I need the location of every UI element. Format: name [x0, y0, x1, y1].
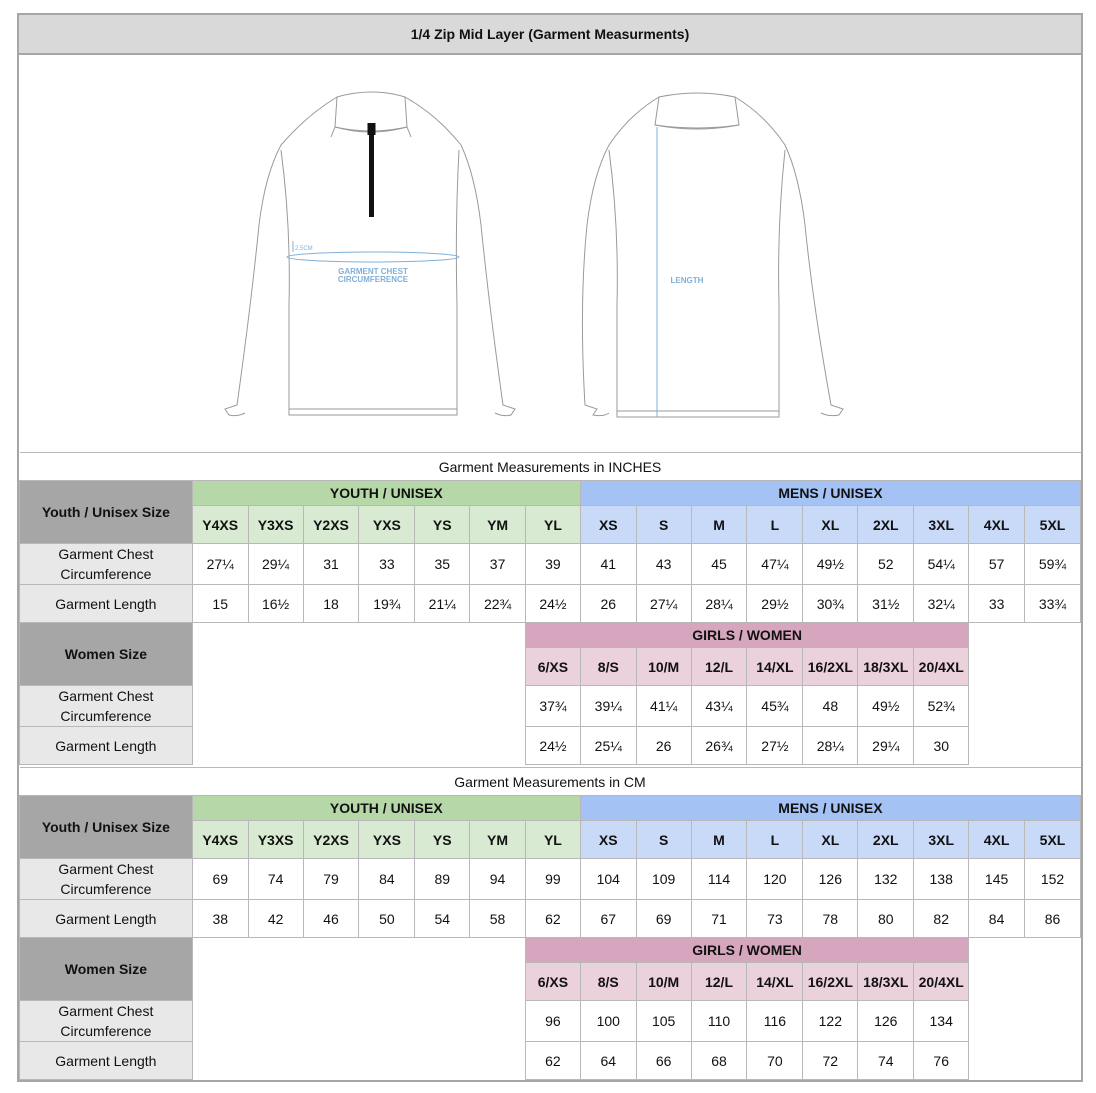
size-header-cell: 3XL [914, 821, 969, 859]
value-cell: 31 [303, 544, 359, 585]
chest-label-line-2: CIRCUMFERENCE [337, 275, 409, 284]
value-cell: 152 [1025, 859, 1081, 900]
value-cell: 74 [248, 859, 303, 900]
chest-label-line-1: GARMENT CHEST [338, 267, 408, 276]
value-cell: 39¼ [580, 686, 636, 727]
back-garment-drawing [582, 93, 843, 417]
front-zipper [369, 123, 374, 217]
inches-size-table [19, 452, 1081, 765]
size-header-cell: M [691, 821, 747, 859]
size-header-cell: YM [470, 821, 526, 859]
size-chart-sheet [17, 13, 1083, 1082]
cm-size-table [19, 767, 1081, 1080]
garment-illustration [19, 55, 1081, 452]
value-cell: 48 [803, 686, 858, 727]
value-cell: 79 [303, 859, 359, 900]
value-cell: 71 [691, 900, 747, 938]
size-header-cell: 12/L [691, 963, 747, 1001]
value-cell: 37¾ [526, 686, 581, 727]
value-cell: 16½ [248, 585, 303, 623]
value-cell: 89 [415, 859, 470, 900]
value-cell: 126 [858, 1001, 914, 1042]
empty-area [192, 623, 525, 765]
women-size-row-header: Women Size [20, 623, 193, 686]
size-header-cell: 10/M [636, 648, 691, 686]
value-cell: 57 [969, 544, 1025, 585]
value-cell: 67 [580, 900, 636, 938]
value-cell: 96 [525, 1001, 580, 1042]
value-cell: 70 [747, 1042, 803, 1080]
size-header-cell: YL [525, 821, 580, 859]
value-cell: 27¼ [192, 544, 248, 585]
value-cell: 26 [636, 727, 691, 765]
table-row [20, 686, 1081, 727]
row-label: Garment Chest Circumference [20, 1001, 193, 1042]
empty-area [192, 938, 525, 1080]
size-header-cell: 12/L [691, 648, 747, 686]
row-label: Garment Chest Circumference [20, 686, 193, 727]
size-header-cell: 16/2XL [803, 648, 858, 686]
value-cell: 84 [359, 859, 415, 900]
size-header-cell: 5XL [1025, 506, 1081, 544]
youth-group-header: YOUTH / UNISEX [192, 796, 580, 821]
size-header-cell: XL [803, 821, 858, 859]
mens-group-header: MENS / UNISEX [580, 481, 1080, 506]
table-row [20, 859, 1081, 900]
empty-area [969, 623, 1081, 765]
value-cell: 39 [526, 544, 581, 585]
size-header-cell: 8/S [580, 648, 636, 686]
value-cell: 145 [969, 859, 1025, 900]
value-cell: 99 [525, 859, 580, 900]
size-header-cell: XL [803, 506, 858, 544]
size-header-cell: YS [415, 506, 470, 544]
value-cell: 35 [415, 544, 470, 585]
value-cell: 43¼ [691, 686, 747, 727]
row-label: Garment Length [20, 727, 193, 765]
size-header-cell: 16/2XL [803, 963, 858, 1001]
table-row [20, 1042, 1081, 1080]
size-header-cell: 18/3XL [858, 648, 914, 686]
value-cell: 42 [248, 900, 303, 938]
value-cell: 64 [580, 1042, 636, 1080]
value-cell: 27½ [747, 727, 803, 765]
value-cell: 50 [359, 900, 415, 938]
value-cell: 132 [858, 859, 914, 900]
value-cell: 68 [691, 1042, 747, 1080]
mens-group-header: MENS / UNISEX [580, 796, 1080, 821]
value-cell: 58 [470, 900, 526, 938]
size-header-cell: YS [415, 821, 470, 859]
value-cell: 22¾ [470, 585, 526, 623]
value-cell: 30¾ [803, 585, 858, 623]
size-header-cell: L [747, 821, 803, 859]
value-cell: 25¼ [580, 727, 636, 765]
size-header-cell: Y3XS [248, 506, 303, 544]
value-cell: 62 [525, 900, 580, 938]
size-header-cell: 14/XL [747, 648, 803, 686]
value-cell: 24½ [526, 585, 581, 623]
value-cell: 41 [580, 544, 636, 585]
size-header-cell: 6/XS [526, 648, 581, 686]
value-cell: 32¼ [914, 585, 969, 623]
table-row [20, 900, 1081, 938]
value-cell: 49½ [858, 686, 914, 727]
value-cell: 30 [914, 727, 969, 765]
size-header-cell: 4XL [969, 506, 1025, 544]
value-cell: 116 [747, 1001, 803, 1042]
value-cell: 52¾ [914, 686, 969, 727]
value-cell: 86 [1025, 900, 1081, 938]
value-cell: 78 [803, 900, 858, 938]
size-header-cell: 5XL [1025, 821, 1081, 859]
value-cell: 31½ [858, 585, 914, 623]
size-header-cell: 3XL [914, 506, 969, 544]
size-header-cell: 8/S [580, 963, 636, 1001]
chest-measure-line [287, 252, 459, 262]
row-label: Garment Chest Circumference [20, 859, 193, 900]
value-cell: 72 [803, 1042, 858, 1080]
value-cell: 52 [858, 544, 914, 585]
value-cell: 26 [580, 585, 636, 623]
value-cell: 54¼ [914, 544, 969, 585]
value-cell: 41¼ [636, 686, 691, 727]
size-header-cell: YM [470, 506, 526, 544]
value-cell: 76 [914, 1042, 969, 1080]
size-header-cell: 14/XL [747, 963, 803, 1001]
value-cell: 21¼ [415, 585, 470, 623]
size-header-cell: XS [580, 506, 636, 544]
value-cell: 15 [192, 585, 248, 623]
size-header-cell: 10/M [636, 963, 691, 1001]
value-cell: 24½ [526, 727, 581, 765]
table-row [20, 727, 1081, 765]
value-cell: 28¼ [691, 585, 747, 623]
value-cell: 100 [580, 1001, 636, 1042]
size-header-cell: YL [526, 506, 581, 544]
table-row [20, 1001, 1081, 1042]
value-cell: 120 [747, 859, 803, 900]
size-header-cell: Y4XS [192, 506, 248, 544]
cm-table-caption: Garment Measurements in CM [20, 768, 1081, 796]
value-cell: 33¾ [1025, 585, 1081, 623]
empty-area [969, 938, 1081, 1080]
value-cell: 29½ [747, 585, 803, 623]
size-header-cell: Y3XS [248, 821, 303, 859]
size-header-cell: YXS [359, 821, 415, 859]
value-cell: 47¼ [747, 544, 803, 585]
value-cell: 49½ [803, 544, 858, 585]
value-cell: 105 [636, 1001, 691, 1042]
value-cell: 59¾ [1025, 544, 1081, 585]
value-cell: 37 [470, 544, 526, 585]
value-cell: 45 [691, 544, 747, 585]
value-cell: 33 [359, 544, 415, 585]
size-header-cell: 18/3XL [858, 963, 914, 1001]
value-cell: 114 [691, 859, 747, 900]
unisex-size-row-header: Youth / Unisex Size [20, 796, 193, 859]
size-header-cell: 4XL [969, 821, 1025, 859]
size-header-cell: Y2XS [303, 821, 359, 859]
value-cell: 104 [580, 859, 636, 900]
size-header-cell: Y2XS [303, 506, 359, 544]
size-header-cell: YXS [359, 506, 415, 544]
girls-group-header: GIRLS / WOMEN [526, 623, 969, 648]
value-cell: 126 [803, 859, 858, 900]
value-cell: 33 [969, 585, 1025, 623]
girls-group-header: GIRLS / WOMEN [525, 938, 968, 963]
zipper-pull [368, 123, 376, 135]
value-cell: 43 [636, 544, 691, 585]
value-cell: 138 [914, 859, 969, 900]
value-cell: 19¾ [359, 585, 415, 623]
band-label: 2.5CM [295, 246, 313, 252]
inches-table-caption: Garment Measurements in INCHES [20, 453, 1081, 481]
value-cell: 38 [192, 900, 248, 938]
table-row [20, 544, 1081, 585]
size-header-cell: 2XL [858, 821, 914, 859]
size-header-cell: 20/4XL [914, 648, 969, 686]
size-header-cell: L [747, 506, 803, 544]
size-header-cell: M [691, 506, 747, 544]
value-cell: 109 [636, 859, 691, 900]
value-cell: 28¼ [803, 727, 858, 765]
value-cell: 29¼ [248, 544, 303, 585]
unisex-size-row-header: Youth / Unisex Size [20, 481, 193, 544]
value-cell: 62 [525, 1042, 580, 1080]
value-cell: 45¾ [747, 686, 803, 727]
value-cell: 122 [803, 1001, 858, 1042]
value-cell: 134 [914, 1001, 969, 1042]
value-cell: 69 [192, 859, 248, 900]
size-header-cell: 2XL [858, 506, 914, 544]
page-title: 1/4 Zip Mid Layer (Garment Measurments) [19, 15, 1081, 55]
youth-group-header: YOUTH / UNISEX [192, 481, 580, 506]
table-row [20, 585, 1081, 623]
value-cell: 66 [636, 1042, 691, 1080]
value-cell: 18 [303, 585, 359, 623]
row-label: Garment Length [20, 900, 193, 938]
value-cell: 54 [415, 900, 470, 938]
value-cell: 29¼ [858, 727, 914, 765]
length-label: LENGTH [670, 276, 704, 285]
value-cell: 26¾ [691, 727, 747, 765]
value-cell: 84 [969, 900, 1025, 938]
value-cell: 27¼ [636, 585, 691, 623]
row-label: Garment Length [20, 1042, 193, 1080]
women-size-row-header: Women Size [20, 938, 193, 1001]
value-cell: 94 [470, 859, 526, 900]
size-header-cell: 20/4XL [914, 963, 969, 1001]
value-cell: 74 [858, 1042, 914, 1080]
value-cell: 82 [914, 900, 969, 938]
row-label: Garment Chest Circumference [20, 544, 193, 585]
value-cell: 46 [303, 900, 359, 938]
size-header-cell: XS [580, 821, 636, 859]
size-header-cell: 6/XS [525, 963, 580, 1001]
size-header-cell: S [636, 821, 691, 859]
value-cell: 69 [636, 900, 691, 938]
size-header-cell: S [636, 506, 691, 544]
row-label: Garment Length [20, 585, 193, 623]
value-cell: 73 [747, 900, 803, 938]
size-header-cell: Y4XS [192, 821, 248, 859]
value-cell: 110 [691, 1001, 747, 1042]
value-cell: 80 [858, 900, 914, 938]
